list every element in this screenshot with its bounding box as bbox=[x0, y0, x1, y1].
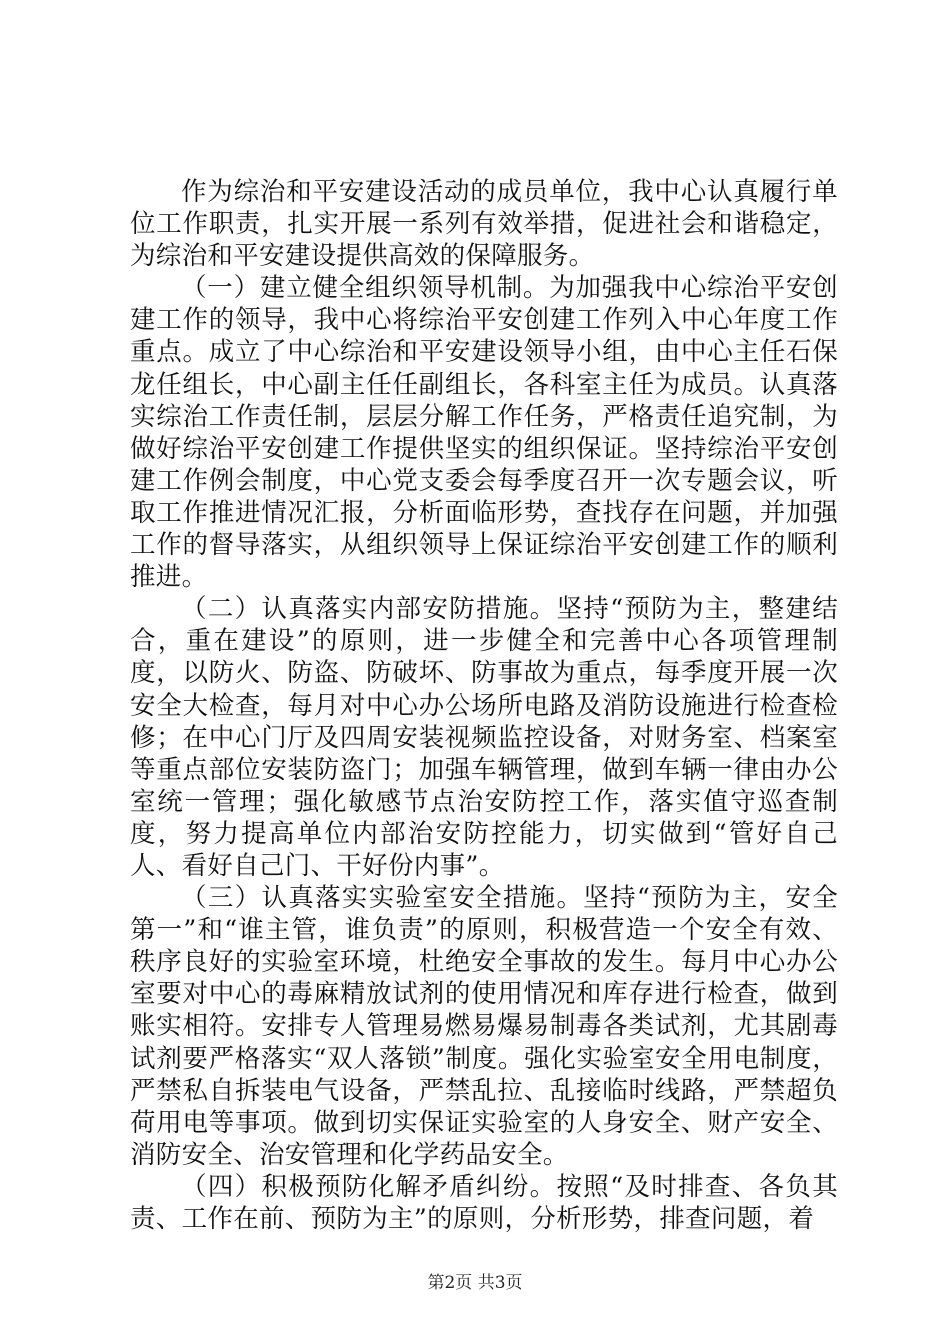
paragraph-section-4: （四）积极预防化解矛盾纠纷。按照“及时排查、各负其责、工作在前、预防为主”的原则，分析形势，排查问题，着 bbox=[130, 1171, 838, 1234]
paragraph-section-2: （二）认真落实内部安防措施。坚持“预防为主，整建结合，重在建设”的原则，进一步健全和完善中心各项管理制度，以防火、防盗、防破坏、防事故为重点，每季度开展一次安全大检查，每月对中心办公场所电路及消防设施进行检查检修；在中心门厅及四周安装视频监控设备，对财务室、档案室等重点部位安装防盗门；加强车辆管理，做到车辆一律由办公室统一管理；强化敏感节点治安防控工作，落实值守巡查制度，努力提高单位内部治安防控能力，切实做到“管好自己人、看好自己门、干好份内事”。 bbox=[130, 594, 838, 881]
paragraph-intro: 作为综治和平安建设活动的成员单位，我中心认真履行单位工作职责，扎实开展一系列有效举措，促进社会和谐稳定，为综治和平安建设提供高效的保障服务。 bbox=[130, 177, 838, 272]
document-body bbox=[130, 176, 838, 1235]
page-footer: 第2页 共3页 bbox=[427, 1273, 523, 1293]
paragraph-section-1: （一）建立健全组织领导机制。为加强我中心综治平安创建工作的领导，我中心将综治平安创建工作列入中心年度工作重点。成立了中心综治和平安建设领导小组，由中心主任石保龙任组长，中心副主任任副组长，各科室主任为成员。认真落实综治工作责任制，层层分解工作任务，严格责任追究制，为做好综治平安创建工作提供坚实的组织保证。坚持综治平安创建工作例会制度，中心党支委会每季度召开一次专题会议，听取工作推进情况汇报，分析面临形势，查找存在问题，并加强工作的督导落实，从组织领导上保证综治平安创建工作的顺利推进。 bbox=[130, 273, 838, 593]
paragraph-section-3: （三）认真落实实验室安全措施。坚持“预防为主，安全第一”和“谁主管，谁负责”的原则，积极营造一个安全有效、秩序良好的实验室环境，杜绝安全事故的发生。每月中心办公室要对中心的毒麻精放试剂的使用情况和库存进行检查，做到账实相符。安排专人管理易燃易爆易制毒各类试剂，尤其剧毒试剂要严格落实“双人落锁”制度。强化实验室安全用电制度，严禁私自拆装电气设备，严禁乱拉、乱接临时线路，严禁超负荷用电等事项。做到切实保证实验室的人身安全、财产安全、消防安全、治安管理和化学药品安全。 bbox=[130, 883, 838, 1170]
